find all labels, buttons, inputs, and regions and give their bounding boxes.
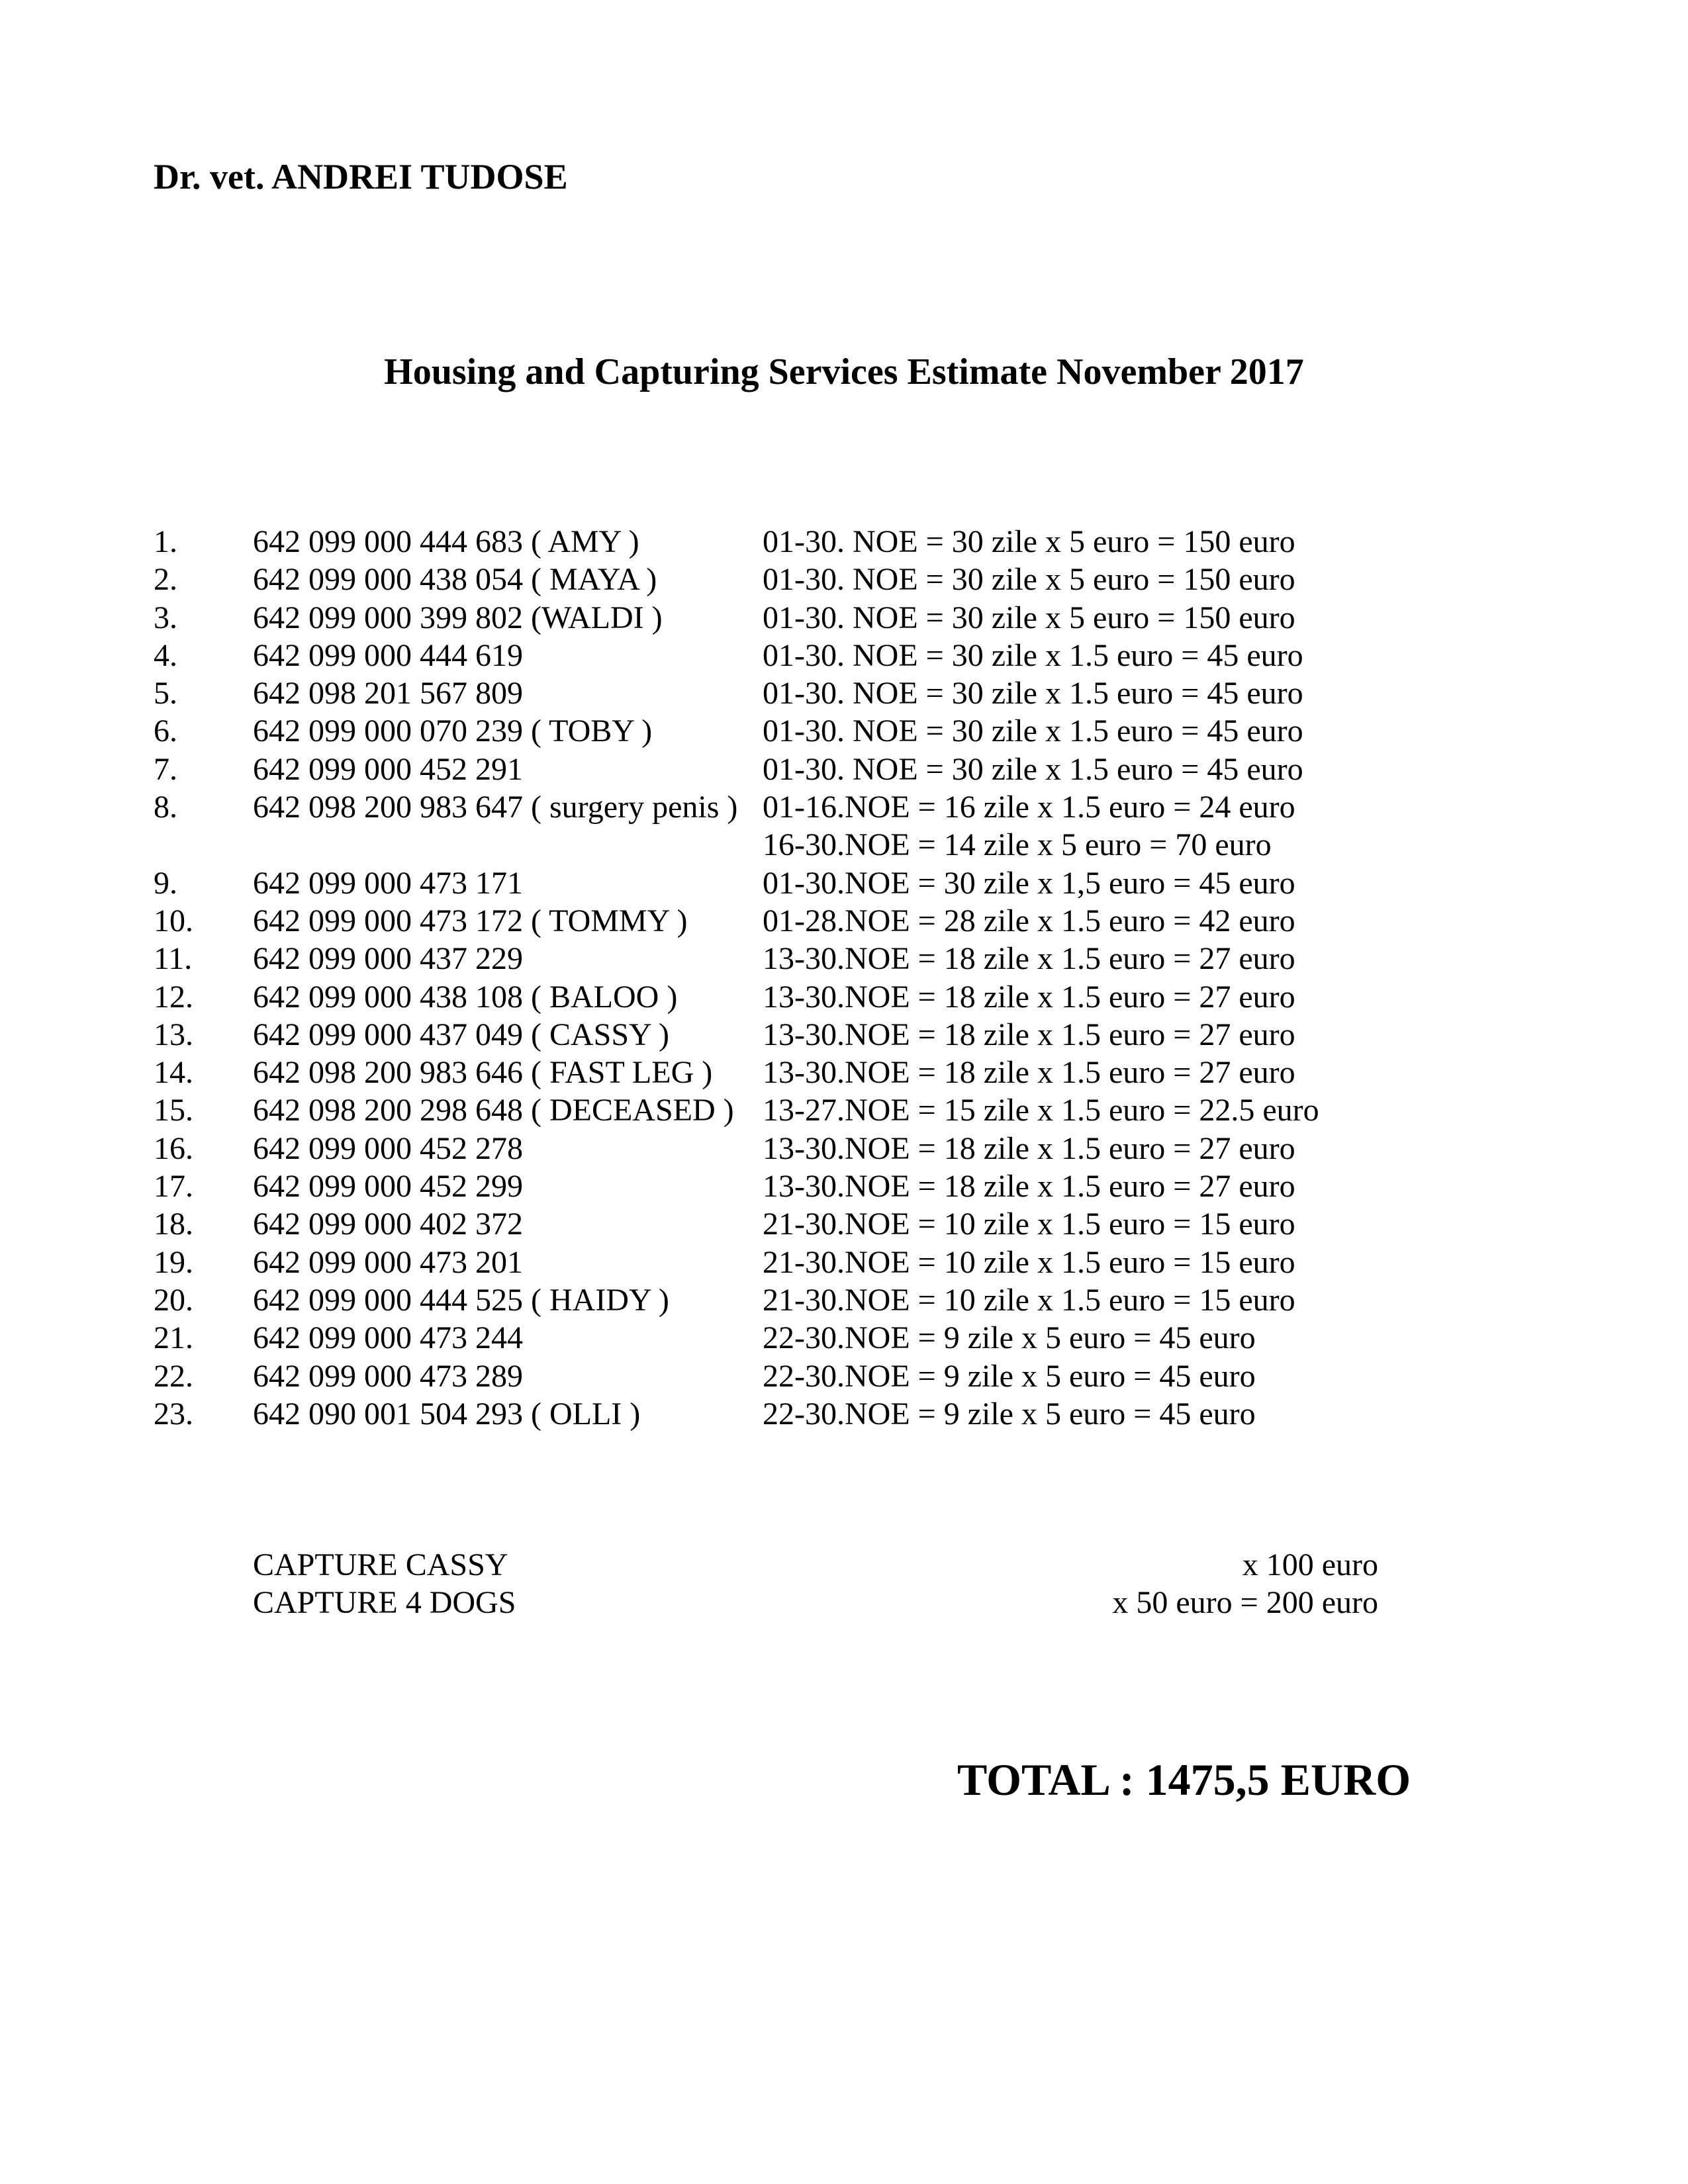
entry-row: [154, 902, 1477, 940]
entry-chip-id: 642 099 000 444 619: [253, 637, 523, 673]
entry-number: 7.: [154, 751, 177, 787]
entry-number: 14.: [154, 1055, 193, 1091]
entry-chip-id: 642 090 001 504 293 ( OLLI ): [253, 1396, 641, 1432]
entry-row: [154, 1281, 1477, 1319]
entry-number: 15.: [154, 1093, 193, 1128]
entry-calculation: 01-30. NOE = 30 zile x 5 euro = 150 euro: [763, 562, 1295, 598]
entry-calculation: 13-30.NOE = 18 zile x 1.5 euro = 27 euro: [763, 1055, 1295, 1091]
capture-label: CAPTURE CASSY: [253, 1547, 508, 1582]
entry-row: [154, 1205, 1477, 1243]
entry-row: [154, 1395, 1477, 1433]
entry-calculation: 01-30. NOE = 30 zile x 1.5 euro = 45 euro: [763, 676, 1303, 711]
entries-list: [154, 523, 1477, 1433]
entry-calculation: 22-30.NOE = 9 zile x 5 euro = 45 euro: [763, 1320, 1256, 1356]
entry-calculation: 21-30.NOE = 10 zile x 1.5 euro = 15 euro: [763, 1244, 1295, 1280]
entry-number: 16.: [154, 1130, 193, 1166]
entry-number: 13.: [154, 1017, 193, 1052]
entry-chip-id: 642 099 000 438 054 ( MAYA ): [253, 562, 657, 598]
entry-calculation: 13-27.NOE = 15 zile x 1.5 euro = 22.5 euro: [763, 1093, 1319, 1128]
entry-number: 21.: [154, 1320, 193, 1356]
entry-number: 12.: [154, 979, 193, 1015]
entry-calculation: 13-30.NOE = 18 zile x 1.5 euro = 27 euro: [763, 979, 1295, 1015]
entry-number: 11.: [154, 941, 193, 977]
entry-row: [154, 1091, 1477, 1129]
entry-calculation: 01-16.NOE = 16 zile x 1.5 euro = 24 euro: [763, 790, 1295, 825]
author-name: Dr. vet. ANDREI TUDOSE: [154, 157, 568, 197]
capture-list: [253, 1546, 1378, 1622]
entry-calculation: 01-30. NOE = 30 zile x 1.5 euro = 45 euro: [763, 751, 1303, 787]
entry-calculation: 01-30.NOE = 30 zile x 1,5 euro = 45 euro: [763, 865, 1295, 901]
entry-row: [154, 826, 1477, 864]
entry-number: 1.: [154, 524, 177, 559]
entry-row: [154, 1167, 1477, 1205]
capture-price: x 100 euro: [1242, 1547, 1378, 1582]
entry-row: [154, 712, 1477, 750]
entry-row: [154, 1319, 1477, 1357]
capture-price: x 50 euro = 200 euro: [1112, 1585, 1378, 1621]
document-title: Housing and Capturing Services Estimate November 2017: [384, 351, 1304, 392]
entry-row: [154, 940, 1477, 978]
entry-calculation: 16-30.NOE = 14 zile x 5 euro = 70 euro: [763, 827, 1272, 863]
entry-calculation: 21-30.NOE = 10 zile x 1.5 euro = 15 euro: [763, 1282, 1295, 1318]
entry-chip-id: 642 099 000 473 171: [253, 865, 523, 901]
entry-chip-id: 642 099 000 437 049 ( CASSY ): [253, 1017, 669, 1052]
entry-number: 2.: [154, 562, 177, 598]
entry-chip-id: 642 098 200 983 647 ( surgery penis ): [253, 790, 738, 825]
entry-row: [154, 561, 1477, 598]
capture-row: [253, 1546, 1378, 1584]
entry-number: 10.: [154, 903, 193, 938]
entry-calculation: 22-30.NOE = 9 zile x 5 euro = 45 euro: [763, 1396, 1256, 1432]
entry-row: [154, 751, 1477, 788]
entry-chip-id: 642 099 000 473 172 ( TOMMY ): [253, 903, 688, 938]
entry-chip-id: 642 099 000 070 239 ( TOBY ): [253, 713, 653, 749]
entry-calculation: 01-30. NOE = 30 zile x 5 euro = 150 euro: [763, 600, 1295, 635]
entry-chip-id: 642 099 000 437 229: [253, 941, 523, 977]
entry-row: [154, 864, 1477, 902]
entry-number: 3.: [154, 600, 177, 635]
total-amount: TOTAL : 1475,5 EURO: [957, 1754, 1411, 1805]
entry-calculation: 01-30. NOE = 30 zile x 1.5 euro = 45 euro: [763, 713, 1303, 749]
entry-chip-id: 642 099 000 452 299: [253, 1169, 523, 1205]
entry-number: 5.: [154, 676, 177, 711]
entry-number: 9.: [154, 865, 177, 901]
entry-chip-id: 642 098 200 983 646 ( FAST LEG ): [253, 1055, 713, 1091]
entry-number: 4.: [154, 637, 177, 673]
entry-chip-id: 642 099 000 452 278: [253, 1130, 523, 1166]
entry-number: 6.: [154, 713, 177, 749]
entry-row: [154, 1016, 1477, 1054]
entry-row: [154, 1244, 1477, 1281]
entry-calculation: 13-30.NOE = 18 zile x 1.5 euro = 27 euro: [763, 1130, 1295, 1166]
entry-number: 19.: [154, 1244, 193, 1280]
entry-number: 18.: [154, 1206, 193, 1242]
entry-calculation: 21-30.NOE = 10 zile x 1.5 euro = 15 euro: [763, 1206, 1295, 1242]
entry-calculation: 13-30.NOE = 18 zile x 1.5 euro = 27 euro: [763, 941, 1295, 977]
entry-row: [154, 978, 1477, 1016]
capture-row: [253, 1584, 1378, 1621]
entry-calculation: 13-30.NOE = 18 zile x 1.5 euro = 27 euro: [763, 1017, 1295, 1052]
entry-chip-id: 642 099 000 444 525 ( HAIDY ): [253, 1282, 669, 1318]
entry-chip-id: 642 099 000 452 291: [253, 751, 523, 787]
entry-chip-id: 642 098 200 298 648 ( DECEASED ): [253, 1093, 734, 1128]
entry-row: [154, 788, 1477, 826]
entry-chip-id: 642 099 000 438 108 ( BALOO ): [253, 979, 678, 1015]
entry-chip-id: 642 099 000 473 244: [253, 1320, 523, 1356]
entry-chip-id: 642 099 000 444 683 ( AMY ): [253, 524, 639, 559]
entry-row: [154, 674, 1477, 712]
capture-label: CAPTURE 4 DOGS: [253, 1585, 516, 1621]
entry-row: [154, 1357, 1477, 1395]
entry-number: 23.: [154, 1396, 193, 1432]
entry-calculation: 01-28.NOE = 28 zile x 1.5 euro = 42 euro: [763, 903, 1295, 938]
entry-row: [154, 637, 1477, 674]
entry-row: [154, 523, 1477, 561]
entry-row: [154, 599, 1477, 637]
entry-number: 20.: [154, 1282, 193, 1318]
entry-number: 22.: [154, 1358, 193, 1394]
entry-chip-id: 642 099 000 402 372: [253, 1206, 523, 1242]
entry-number: 17.: [154, 1169, 193, 1205]
entry-number: 8.: [154, 790, 177, 825]
entry-chip-id: 642 098 201 567 809: [253, 676, 523, 711]
entry-chip-id: 642 099 000 399 802 (WALDI ): [253, 600, 663, 635]
entry-chip-id: 642 099 000 473 289: [253, 1358, 523, 1394]
entry-calculation: 01-30. NOE = 30 zile x 1.5 euro = 45 euro: [763, 637, 1303, 673]
entry-calculation: 01-30. NOE = 30 zile x 5 euro = 150 euro: [763, 524, 1295, 559]
entry-row: [154, 1130, 1477, 1167]
entry-row: [154, 1054, 1477, 1091]
entry-calculation: 13-30.NOE = 18 zile x 1.5 euro = 27 euro: [763, 1169, 1295, 1205]
entry-calculation: 22-30.NOE = 9 zile x 5 euro = 45 euro: [763, 1358, 1256, 1394]
entry-chip-id: 642 099 000 473 201: [253, 1244, 523, 1280]
